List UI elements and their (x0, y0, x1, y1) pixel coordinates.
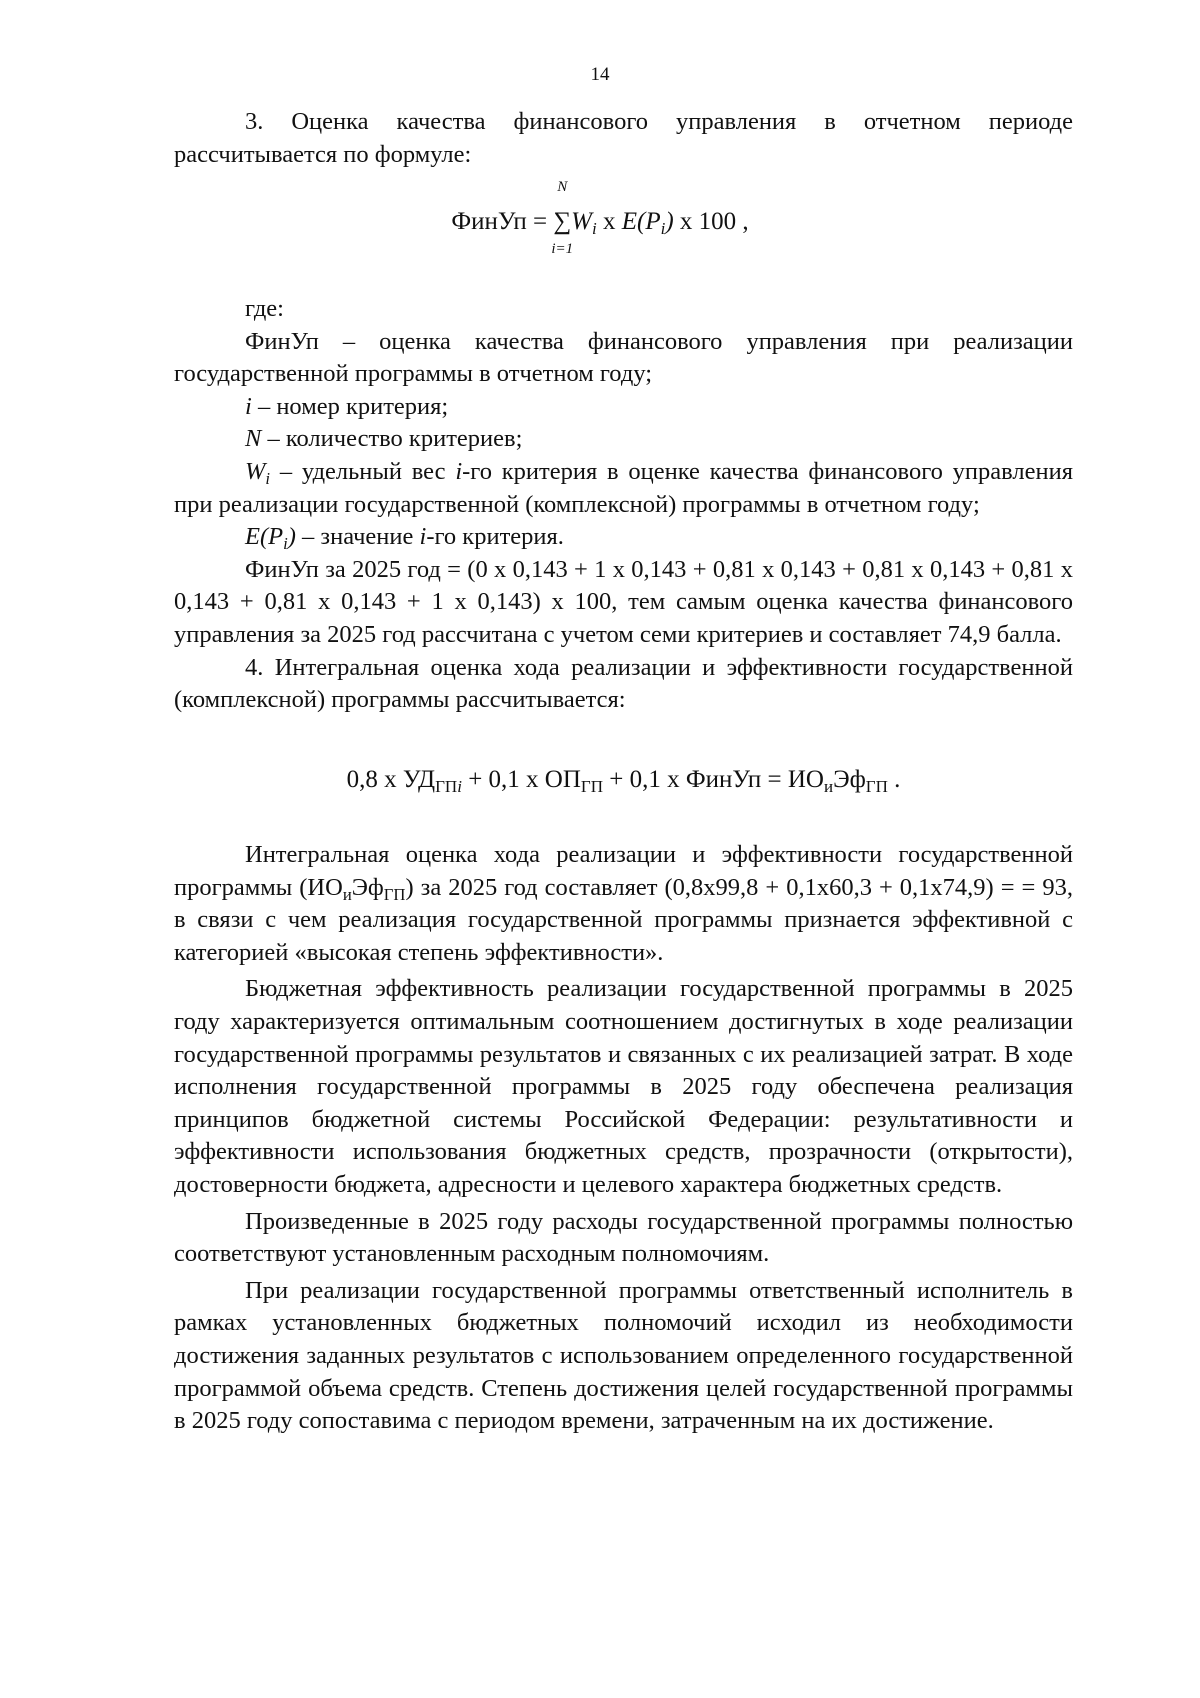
section-3-intro: 3. Оценка качества финансового управления в отчетном периоде рассчитывается по формуле: (174, 108, 1073, 168)
formula-lhs: ФинУп = (451, 208, 554, 235)
budget-efficiency-paragraph: Бюджетная эффективность реализации государственной программы в 2025 году характеризуется оптимальным соотношением достигнутых в ходе реализации государственной программы результатов и связанных с их реализацией затрат. В ходе исполнения государственной программы в 2025 году обеспечена реализация принципов бюджетной системы Российской Федерации: результативности и эффективности использования бюджетных средств, прозрачности (открытости), достоверности бюджета, адресности и целевого характера бюджетных средств. (174, 975, 1073, 1198)
where-label: где: (245, 295, 284, 322)
integral-result-a: Интегральная оценка хода реализации и эффективности государственной программы (ИО (174, 841, 1073, 901)
integral-result (174, 839, 1073, 969)
definition-e-i: i (419, 523, 427, 551)
formula-e: E(P (621, 208, 661, 235)
finup-calculation: ФинУп за 2025 год = (0 х 0,143 + 1 х 0,143 + 0,81 х 0,143 + 0,81 х 0,143 + 0,81 х 0,143 + 0,81 х 0,143 + 1 х 0,143) х 100, тем самым оценка качества финансового управления за 2025 год рассчитана с учетом семи критериев и составляет 74,9 балла. (174, 555, 1073, 648)
definition-e-text-b: -го критерия. (426, 523, 564, 551)
sum-operator (551, 179, 574, 257)
integral-b-sub: ГП (580, 777, 604, 797)
definition-w-term: W (245, 457, 266, 485)
integral-d-sub: ГП (865, 777, 888, 797)
sum-lower-limit: i=1 (551, 241, 574, 257)
definition-w-sub: i (265, 468, 271, 488)
sum-upper-limit: N (557, 179, 568, 195)
section-4-intro: 4. Интегральная оценка хода реализации и эффективности государственной (комплексной) программы рассчитывается: (174, 653, 1073, 714)
definition-n-text: – количество критериев; (261, 425, 523, 453)
definition-e-close: ) (287, 523, 296, 551)
integral-a-sub: ГП (435, 777, 458, 797)
formula-e-close: ) (665, 208, 674, 235)
sum-sign: ∑ (553, 208, 572, 235)
formula-times: х (596, 208, 622, 235)
formula-w-sub: i (591, 219, 597, 239)
integral-a-sub-i: i (457, 777, 462, 797)
integral-end: . (887, 766, 901, 793)
integral-d: Эф (833, 766, 866, 793)
integral-result-b: Эф (351, 873, 384, 901)
definition-i-term: i (245, 392, 252, 420)
definition-e-term: E(P (245, 523, 284, 551)
integral-c: + 0,1 х ФинУп = ИО (603, 766, 824, 793)
definitions-block (174, 293, 1073, 717)
definition-finup-term: ФинУп (245, 327, 319, 355)
formula-integral-line (174, 763, 1073, 797)
definition-n (174, 423, 1073, 456)
integral-result-c: ) за 2025 год составляет (0,8х99,8 + 0,1х60,3 + 0,1х74,9) = = 93, в связи с чем реализация государственной программы признается эффективной с категорией «высокая степень эффективности». (174, 873, 1073, 966)
expenses-paragraph: Произведенные в 2025 году расходы государственной программы полностью соответствуют установленным расходным полномочиям. (174, 1207, 1073, 1268)
page-number: 14 (590, 64, 610, 85)
integral-a: 0,8 х УД (346, 766, 436, 793)
definition-w-text-b: -го критерия в оценке качества финансового управления при реализации государственной (комплексной) программы в отчетном году; (174, 457, 1073, 518)
formula-finup (0, 179, 1200, 285)
integral-result-sub1: и (342, 884, 352, 904)
definition-e-sub: i (283, 534, 288, 554)
definition-e (174, 521, 1073, 554)
definition-finup-text: – оценка качества финансового управления при реализации государственной программы в отчетном году; (174, 327, 1073, 388)
definition-n-term: N (245, 425, 262, 453)
formula-rest: х 100 , (673, 208, 749, 235)
definition-w-text-a: – удельный вес (270, 457, 456, 485)
definition-i-text: – номер критерия; (251, 392, 449, 420)
definition-e-text-a: – значение (295, 523, 420, 551)
definition-i (174, 391, 1073, 424)
formula-integral (174, 763, 1073, 797)
formula-e-sub: i (660, 219, 666, 239)
integral-b: + 0,1 х ОП (461, 766, 581, 793)
formula-w: W (571, 208, 592, 235)
integral-c-sub: и (823, 777, 834, 797)
body-block (174, 839, 1073, 1438)
executor-paragraph: При реализации государственной программы ответственный исполнитель в рамках установленных бюджетных полномочий исходил из необходимости достижения заданных результатов с использованием определенного государственной программой объема средств. Степень достижения целей государственной программы в 2025 году сопоставима с периодом времени, затраченным на их достижение. (174, 1276, 1073, 1435)
definition-finup (174, 326, 1073, 391)
definition-w (174, 456, 1073, 521)
integral-result-sub2: ГП (383, 884, 406, 904)
definition-w-i: i (455, 457, 463, 485)
